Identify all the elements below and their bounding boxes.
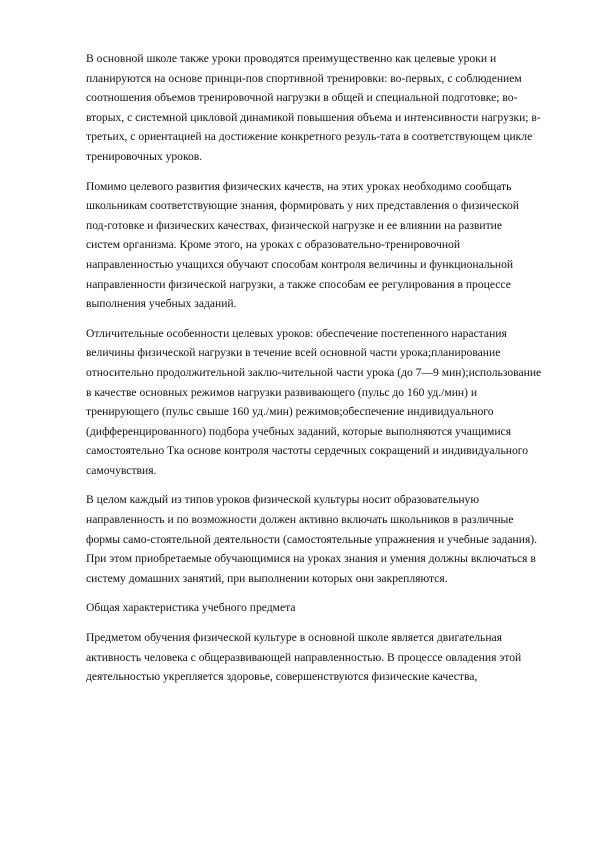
text-line: формы само-стоятельной деятельности (самостоятельные упражнения и учебные задания). [86,532,538,546]
text-line: Предметом обучения физической культуре в основной школе является двигательная [86,631,503,645]
text-line: В целом каждый из типов уроков физической культуры носит образовательную [86,493,480,507]
text-line: соотношения объемов тренировочной нагрузки в общей и специальной подготовке; во- [86,91,518,105]
text-line: вторых, с системной цикловой динамикой повышения объема и интенсивности нагрузки; в- [86,110,541,124]
text-line: направленность и по возможности должен активно включать школьников в различные [86,513,514,527]
text-line: планируются на основе принци-пов спортивной тренировки: во-первых, с соблюдением [86,71,522,85]
text-line: активность человека с общеразвивающей направленностью. В процессе овладения этой [86,650,522,664]
paragraph-features [86,324,545,481]
text-line: В основной школе также уроки проводятся преимущественно как целевые уроки и [86,52,497,65]
text-line: под-готовке и физических качествах, физической нагрузке и ее влиянии на развитие [86,218,503,232]
text-line: направленностью учащихся обучают способам контроля величины и функциональной [86,257,514,271]
text-line: в качестве основных режимов нагрузки развивающего (пульс до 160 уд./мин) и [86,385,478,399]
text-line: тренировочных уроков. [86,149,203,163]
text-line: систем организма. Кроме этого, на уроках с образовательно-тренировочной [86,238,461,252]
text-line: школьникам соответствующие знания, формировать у них представления о физической [86,199,519,213]
text-line: направленности физической нагрузки, а также способам ее регулирования в процессе [86,277,511,291]
paragraph-target-lessons [86,49,545,167]
text-line: относительно продолжительной заклю-чительной части урока (до 7—9 мин);использование [86,365,542,379]
text-line: самочувствия. [86,463,157,477]
text-line: самостоятельно Тка основе контроля частоты сердечных сокращений и индивидуального [86,444,529,458]
paragraph-overall [86,490,545,588]
text-line: (дифференцированного) подбора учебных заданий, которые выполняются учащимися [86,424,512,438]
paragraph-subject [86,628,545,687]
text-line: величины физической нагрузки в течение всей основной части урока;планирование [86,346,501,360]
text-line: деятельностью укрепляется здоровье, совершенствуются физические качества, [86,670,478,684]
text-line: третьих, с ориентацией на достижение конкретного резуль-тата в соответствующем цикле [86,130,533,144]
text-line: При этом приобретаемые обучающимися на уроках знания и умения должны включаться в [86,552,536,566]
section-heading: Общая характеристика учебного предмета [86,601,296,615]
text-line: Отличительные особенности целевых уроков: обеспечение постепенного нарастания [86,326,507,340]
text-line: Помимо целевого развития физических качеств, на этих уроках необходимо сообщать [86,179,512,193]
text-line: выполнения учебных заданий. [86,297,237,311]
paragraph-knowledge [86,177,545,314]
text-line: систему домашних занятий, при выполнении которых они закрепляются. [86,571,448,585]
text-line: тренирующего (пульс свыше 160 уд./мин) режимов;обеспечение индивидуального [86,405,494,419]
